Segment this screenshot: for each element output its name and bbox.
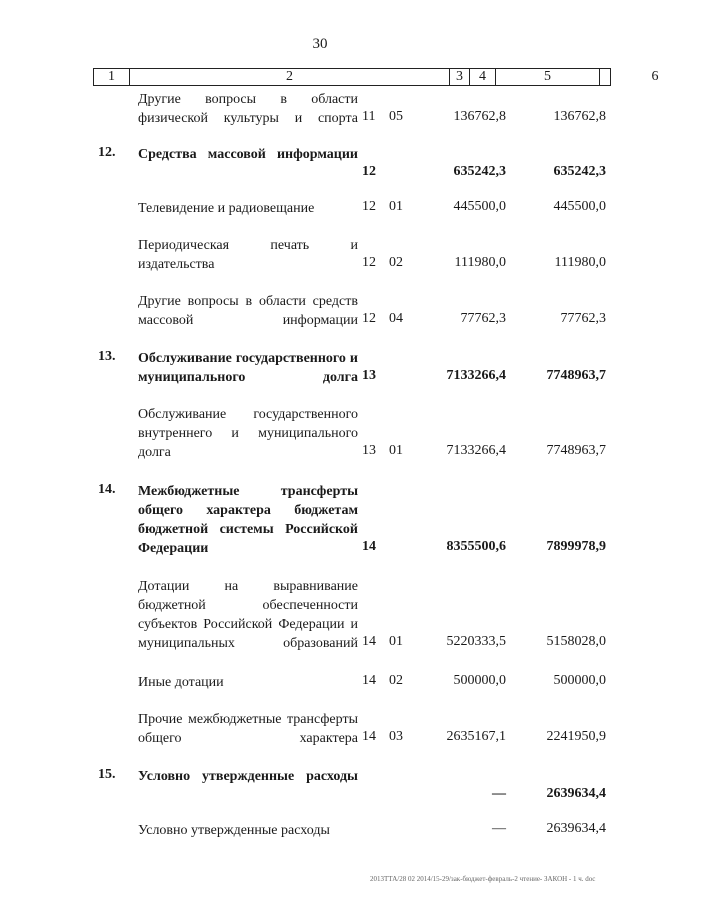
row-name: Дотации на выравнивание бюджетной обеспеченности субъектов Российской Федерации и муниципальных образований [138, 579, 358, 651]
row-name: Периодическая печать и издательства [138, 238, 358, 272]
table-header [93, 68, 659, 86]
row-section: 14 [362, 634, 376, 649]
row-value-year2: 5158028,0 [546, 634, 606, 649]
header-col-5: 5 [496, 69, 600, 85]
row-value-year1: 111980,0 [454, 255, 506, 270]
header-col-4: 4 [470, 69, 496, 85]
row-value-year2: 2241950,9 [546, 729, 606, 744]
row-name: Средства массовой информации [138, 147, 358, 162]
row-section: 11 [362, 109, 376, 124]
row-value-year2: 2639634,4 [546, 786, 606, 801]
row-number: 13. [98, 349, 116, 364]
row-value-year2: 7899978,9 [546, 539, 606, 554]
row-name: Телевидение и радиовещание [138, 201, 315, 216]
row-value-year1: 7133266,4 [446, 443, 506, 458]
row-value-year2: 7748963,7 [546, 368, 606, 383]
row-name: Другие вопросы в области средств массовой информации [138, 294, 358, 328]
row-section: 12 [362, 255, 376, 270]
row-name: Обслуживание государственного и муниципального долга [138, 351, 358, 385]
row-value-year2: 77762,3 [560, 311, 606, 326]
row-section: 13 [362, 443, 376, 458]
row-name: Условно утвержденные расходы [138, 823, 330, 838]
header-col-2: 2 [130, 69, 450, 85]
row-value-year1: 77762,3 [460, 311, 506, 326]
row-section: 14 [362, 673, 376, 688]
row-name: Межбюджетные трансферты общего характера бюджетам бюджетной системы Российской Федерации [138, 484, 358, 556]
row-number: 14. [98, 482, 116, 497]
row-value-year1: 445500,0 [453, 199, 506, 214]
row-value-year1: 5220333,5 [446, 634, 506, 649]
row-value-year1: 8355500,6 [446, 539, 506, 554]
header-col-6: 6 [651, 69, 659, 84]
row-value-year2: 7748963,7 [546, 443, 606, 458]
row-value-year2: 500000,0 [553, 673, 606, 688]
page-number: 30 [312, 36, 328, 52]
row-subsection: 01 [389, 199, 403, 214]
row-section: 12 [362, 199, 376, 214]
row-value-year1: 500000,0 [453, 673, 506, 688]
row-name: Другие вопросы в области физической культуры и спорта [138, 92, 358, 126]
row-value-year2: 111980,0 [554, 255, 606, 270]
row-name: Прочие межбюджетные трансферты общего характера [138, 712, 358, 746]
row-value-year1: 136762,8 [453, 109, 506, 124]
row-value-year2: 445500,0 [553, 199, 606, 214]
header-col-3: 3 [450, 69, 470, 85]
row-subsection: 02 [389, 673, 403, 688]
row-value-year2: 2639634,4 [546, 821, 606, 836]
row-subsection: 04 [389, 311, 403, 326]
row-section: 14 [362, 729, 376, 744]
row-value-year1: — [492, 786, 506, 801]
row-name: Иные дотации [138, 675, 224, 690]
row-subsection: 03 [389, 729, 403, 744]
row-section: 13 [362, 368, 376, 383]
row-value-year1: — [492, 821, 506, 836]
row-subsection: 01 [389, 634, 403, 649]
row-number: 15. [98, 767, 116, 782]
row-name: Обслуживание государственного внутреннего и муниципального долга [138, 407, 358, 460]
row-subsection: 05 [389, 109, 403, 124]
row-number: 12. [98, 145, 116, 160]
row-section: 14 [362, 539, 376, 554]
row-section: 12 [362, 311, 376, 326]
row-value-year2: 136762,8 [553, 109, 606, 124]
row-section: 12 [362, 164, 376, 179]
row-value-year1: 635242,3 [453, 164, 506, 179]
header-col-1: 1 [94, 69, 130, 85]
row-name: Условно утвержденные расходы [138, 769, 358, 784]
row-value-year1: 2635167,1 [446, 729, 506, 744]
file-path-footer: 2013ТТА/28 02 2014/15-29/зак-бюджет-февраль-2 чтение- ЗАКОН - 1 ч. doc [370, 875, 596, 883]
row-value-year2: 635242,3 [553, 164, 606, 179]
row-subsection: 01 [389, 443, 403, 458]
row-value-year1: 7133266,4 [446, 368, 506, 383]
row-subsection: 02 [389, 255, 403, 270]
